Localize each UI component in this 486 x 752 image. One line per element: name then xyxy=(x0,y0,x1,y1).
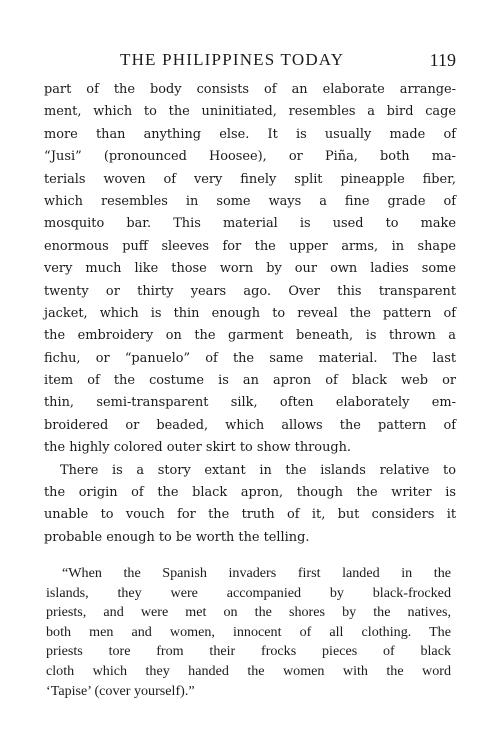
running-title: THE PHILIPPINES TODAY xyxy=(120,50,345,69)
text-line: ment, which to the uninitiated, resembles a bird cage xyxy=(44,104,456,120)
text-line: more than anything else. It is usually made of xyxy=(44,126,456,142)
quote-line: priests tore from their frocks pieces of black xyxy=(46,643,451,660)
text-line: item of the costume is an apron of black web or xyxy=(44,373,456,389)
text-line: There is a story extant in the islands relative to xyxy=(60,462,456,478)
quote-line: ‘Tapise’ (cover yourself).” xyxy=(46,682,195,699)
block-quote xyxy=(46,564,451,701)
paragraph xyxy=(44,79,456,460)
text-line: broidered or beaded, which allows the pattern of xyxy=(44,417,456,433)
text-line: unable to vouch for the truth of it, but considers it xyxy=(44,507,456,523)
quote-line: islands, they were accompanied by black-frocked xyxy=(46,584,451,601)
text-line: enormous puff sleeves for the upper arms, in shape xyxy=(44,238,456,254)
running-head xyxy=(44,48,456,72)
quote-line: “When the Spanish invaders first landed in the xyxy=(62,565,451,581)
text-line: fichu, or “panuelo” of the same material. The last xyxy=(44,350,456,366)
text-line: terials woven of very finely split pineapple fiber, xyxy=(44,171,456,187)
paragraph xyxy=(44,460,456,550)
text-line: mosquito bar. This material is used to make xyxy=(44,216,456,232)
quote-line: cloth which they handed the women with the word xyxy=(46,662,451,679)
text-line: the origin of the black apron, though the writer is xyxy=(44,485,456,501)
quote-line: both men and women, innocent of all clothing. The xyxy=(46,623,451,640)
body-text xyxy=(44,79,456,549)
text-line: “Jusi” (pronounced Hoosee), or Piña, both ma- xyxy=(44,149,456,165)
text-line: jacket, which is thin enough to reveal the pattern of xyxy=(44,305,456,321)
text-line: part of the body consists of an elaborate arrange- xyxy=(44,82,456,97)
text-line: thin, semi-transparent silk, often elaborately em- xyxy=(44,395,456,411)
quote-line: priests, and were met on the shores by the natives, xyxy=(46,604,451,621)
text-line: probable enough to be worth the telling. xyxy=(44,529,310,545)
text-line: very much like those worn by our own ladies some xyxy=(44,261,456,277)
text-line: which resembles in some ways a fine grade of xyxy=(44,193,456,209)
text-line: twenty or thirty years ago. Over this transparent xyxy=(44,283,456,299)
page-number: 119 xyxy=(429,50,456,70)
text-line: the highly colored outer skirt to show through. xyxy=(44,440,352,456)
text-line: the embroidery on the garment beneath, is thrown a xyxy=(44,328,456,344)
